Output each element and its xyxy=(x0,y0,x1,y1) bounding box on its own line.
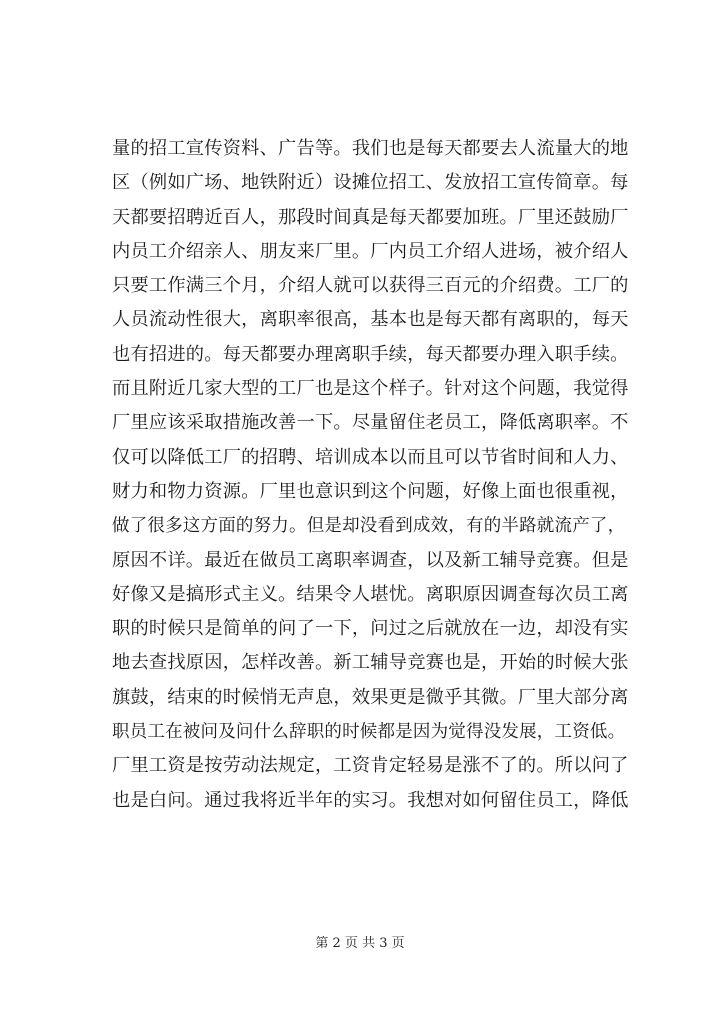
text-line: 好像又是搞形式主义。结果令人堪忧。离职原因调查每次员工离 xyxy=(112,583,629,605)
text-line: 量的招工宣传资料、广告等。我们也是每天都要去人流量大的地 xyxy=(112,138,629,159)
text-line: 职员工在被问及问什么辞职的时候都是因为觉得没发展，工资低。 xyxy=(112,722,626,743)
text-line: 财力和物力资源。厂里也意识到这个问题，好像上面也很重视， xyxy=(112,480,629,502)
text-line: 地去查找原因，怎样改善。新工辅导竞赛也是，开始的时候大张 xyxy=(112,652,629,674)
text-line: 厂里工资是按劳动法规定，工资肯定轻易是涨不了的。所以问了 xyxy=(112,755,629,777)
text-line: 职的时候只是简单的问了一下，问过之后就放在一边，却没有实 xyxy=(112,618,629,640)
text-line: 原因不详。最近在做员工离职率调查，以及新工辅导竞赛。但是 xyxy=(112,549,629,571)
page-number-footer: 第 2 页 共 3 页 xyxy=(315,936,405,951)
text-line: 而且附近几家大型的工厂也是这个样子。针对这个问题，我觉得 xyxy=(112,378,629,400)
text-line: 也有招进的。每天都要办理离职手续，每天都要办理入职手续。 xyxy=(112,343,629,365)
text-line: 人员流动性很大，离职率很高，基本也是每天都有离职的，每天 xyxy=(112,309,629,331)
text-line: 仅可以降低工厂的招聘、培训成本以而且可以节省时间和人力、 xyxy=(112,446,629,468)
text-line: 只要工作满三个月，介绍人就可以获得三百元的介绍费。工厂的 xyxy=(112,275,629,297)
text-line: 天都要招聘近百人，那段时间真是每天都要加班。厂里还鼓励厂 xyxy=(112,206,629,228)
text-line: 厂里应该采取措施改善一下。尽量留住老员工，降低离职率。不 xyxy=(112,412,629,434)
text-line: 做了很多这方面的努力。但是却没看到成效，有的半路就流产了， xyxy=(112,516,626,537)
text-line: 内员工介绍亲人、朋友来厂里。厂内员工介绍人进场，被介绍人 xyxy=(112,240,629,262)
text-line: 也是白问。通过我将近半年的实习。我想对如何留住员工，降低 xyxy=(112,789,629,811)
body-text xyxy=(112,132,632,818)
text-line: 区（例如广场、地铁附近）设摊位招工、发放招工宣传简章。每 xyxy=(112,172,629,194)
text-line: 旗鼓，结束的时候悄无声息，效果更是微乎其微。厂里大部分离 xyxy=(112,686,629,708)
